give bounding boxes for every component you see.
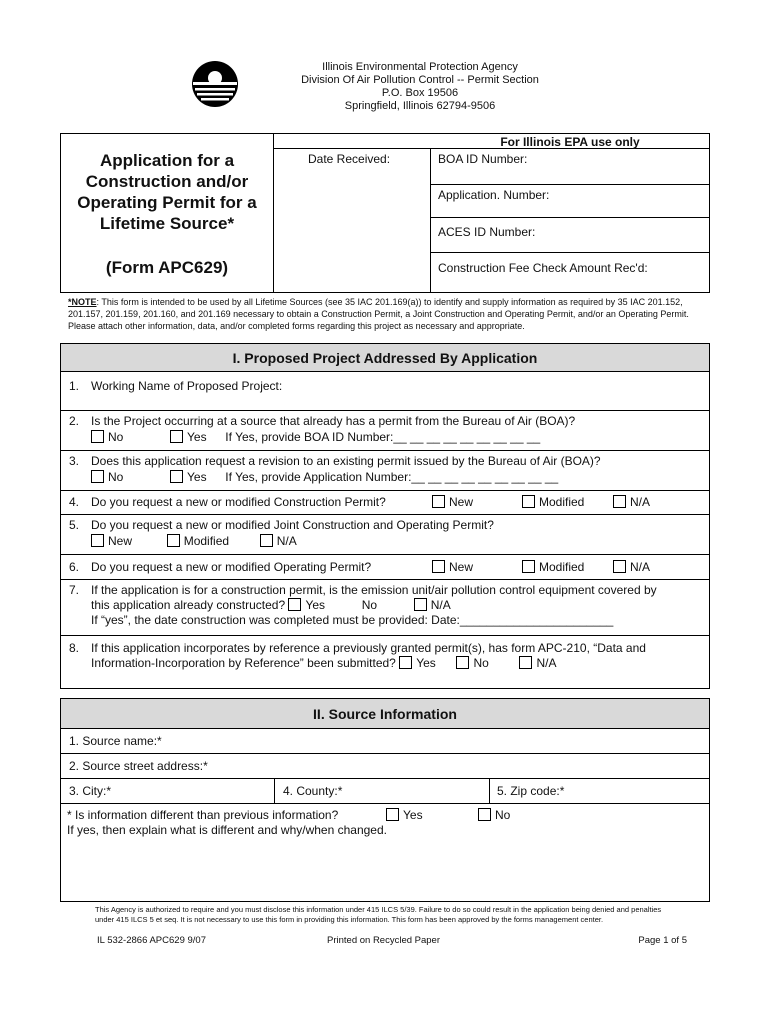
- q7-na-label: N/A: [430, 598, 451, 612]
- q2-no-checkbox[interactable]: [91, 430, 104, 443]
- q8-no-checkbox[interactable]: [456, 656, 469, 669]
- q-text: Working Name of Proposed Project:: [91, 379, 283, 393]
- page-number: Page 1 of 5: [638, 935, 687, 946]
- section-source-information: [60, 698, 710, 902]
- q5-modified-checkbox[interactable]: [167, 534, 180, 547]
- q2-yes-label: Yes: [187, 430, 207, 444]
- footer-disclaimer: This Agency is authorized to require and you must disclose this information under 415 ILCS 5/39. Failure to do so could result in the application being denied and penalties under 415 ILCS 5 et seq. It is not necessary to use this form in providing this information. This form has been approved by the forms management center.: [95, 905, 662, 924]
- q5-new-checkbox[interactable]: [91, 534, 104, 547]
- form-title: [62, 150, 272, 234]
- q-text: If this application incorporates by reference a previously granted permit(s), has form APC-210, “Data and: [91, 641, 646, 655]
- q7-yes-label: Yes: [305, 598, 326, 612]
- q6-modified-checkbox[interactable]: [522, 560, 535, 573]
- title-line: Application for a: [99, 151, 235, 170]
- section-2-heading: II. Source Information: [61, 699, 709, 729]
- zip-code-field[interactable]: 5. Zip code:*: [497, 784, 565, 798]
- q4-new-label: New: [449, 495, 474, 509]
- agency-header: [230, 61, 610, 113]
- question-5: [61, 515, 709, 555]
- q-number: 4.: [69, 495, 80, 509]
- source-address-field[interactable]: 2. Source street address:*: [69, 759, 208, 773]
- note-label: *NOTE: [68, 297, 97, 307]
- q8-no-label: No: [473, 656, 489, 670]
- q-number: 1.: [69, 379, 80, 393]
- q-text: Does this application request a revision to an existing permit issued by the Bureau of Air (BOA)?: [91, 454, 601, 468]
- q5-modified-label: Modified: [183, 534, 230, 548]
- q3-no-checkbox[interactable]: [91, 470, 104, 483]
- source-name-field[interactable]: 1. Source name:*: [69, 734, 162, 748]
- q-number: 5.: [69, 518, 80, 532]
- section-proposed-project: [60, 343, 710, 689]
- q8-yes-label: Yes: [416, 656, 436, 670]
- q-text: Information-Incorporation by Reference” been submitted?: [91, 656, 396, 670]
- question-8: [61, 636, 709, 689]
- q5-na-checkbox[interactable]: [260, 534, 273, 547]
- form-number: (Form APC629): [105, 258, 229, 277]
- q5-na-label: N/A: [276, 534, 297, 548]
- q2-yes-checkbox[interactable]: [170, 430, 183, 443]
- q7-date-blank[interactable]: If “yes”, the date construction was completed must be provided: Date:_______________________: [91, 613, 614, 627]
- info-changed-no-label: No: [495, 808, 511, 822]
- q8-na-label: N/A: [536, 656, 557, 670]
- q-text: Do you request a new or modified Operating Permit?: [91, 560, 372, 574]
- q6-modified-label: Modified: [539, 560, 585, 574]
- recycled-note: Printed on Recycled Paper: [327, 935, 441, 946]
- explain-changes-field[interactable]: If yes, then explain what is different and why/when changed.: [67, 823, 387, 837]
- title-line: Lifetime Source*: [99, 214, 235, 233]
- q-text: Do you request a new or modified Joint Construction and Operating Permit?: [91, 518, 494, 532]
- question-4: [61, 491, 709, 515]
- date-received-field[interactable]: Date Received:: [308, 152, 391, 166]
- q-text: this application already constructed?: [91, 598, 286, 612]
- city-address: Springfield, Illinois 62794-9506: [344, 100, 496, 112]
- question-1: [61, 372, 709, 411]
- q3-app-number-blank[interactable]: If Yes, provide Application Number:__ __ __ __ __ __ __ __ __: [225, 470, 559, 484]
- question-6: [61, 555, 709, 580]
- info-changed-yes-checkbox[interactable]: [386, 808, 399, 821]
- q6-new-checkbox[interactable]: [432, 560, 445, 573]
- boa-id-field[interactable]: BOA ID Number:: [438, 152, 528, 166]
- note-text: : This form is intended to be used by all Lifetime Sources (see 35 IAC 201.169(a)) to identify and supply information as required by 35 IAC 201.152, 201.157, 201.159, 201.160, and 201.169 necessary to obtain a Construction Permit, a Joint Construction and Operating Permit, and/or an Operating Permit. Please attach other information, data, and/or completed forms regarding this project as necessary and appropriate.: [68, 297, 689, 331]
- question-7: [61, 580, 709, 636]
- q-text: Do you request a new or modified Construction Permit?: [91, 495, 386, 509]
- info-changed-yes-label: Yes: [403, 808, 423, 822]
- q-number: 8.: [69, 641, 80, 655]
- q8-na-checkbox[interactable]: [519, 656, 532, 669]
- form-code: IL 532-2866 APC629 9/07: [97, 935, 206, 946]
- q4-modified-checkbox[interactable]: [522, 495, 535, 508]
- q4-na-checkbox[interactable]: [613, 495, 626, 508]
- title-line: Operating Permit for a: [77, 193, 257, 212]
- q-text: Is the Project occurring at a source that already has a permit from the Bureau of Air (BOA)?: [91, 414, 576, 428]
- q3-no-label: No: [108, 470, 124, 484]
- source-address-row: [61, 754, 709, 779]
- q6-na-label: N/A: [630, 560, 651, 574]
- q-number: 3.: [69, 454, 80, 468]
- agency-name: Illinois Environmental Protection Agency: [322, 61, 518, 73]
- q7-yes-checkbox[interactable]: [288, 598, 301, 611]
- city-county-zip-row: [61, 779, 709, 804]
- q-number: 2.: [69, 414, 80, 428]
- q3-yes-checkbox[interactable]: [170, 470, 183, 483]
- q-number: 6.: [69, 560, 80, 574]
- info-changed-no-checkbox[interactable]: [478, 808, 491, 821]
- q6-na-checkbox[interactable]: [613, 560, 626, 573]
- application-number-field[interactable]: Application. Number:: [438, 188, 550, 202]
- county-field[interactable]: 4. County:*: [283, 784, 343, 798]
- q4-new-checkbox[interactable]: [432, 495, 445, 508]
- source-name-row: [61, 729, 709, 754]
- q4-na-label: N/A: [630, 495, 651, 509]
- q-text: If the application is for a construction permit, is the emission unit/air pollution control equipment covered by: [91, 583, 657, 597]
- aces-id-field[interactable]: ACES ID Number:: [438, 225, 536, 239]
- title-line: Construction and/or: [85, 172, 249, 191]
- q6-new-label: New: [449, 560, 474, 574]
- form-note: [68, 296, 704, 332]
- q5-new-label: New: [108, 534, 133, 548]
- q2-no-label: No: [108, 430, 124, 444]
- info-changed-row: [61, 804, 709, 894]
- question-3: [61, 451, 709, 491]
- division-name: Division Of Air Pollution Control -- Permit Section: [301, 74, 539, 86]
- q2-boa-id-blank[interactable]: If Yes, provide BOA ID Number:__ __ __ __ __ __ __ __ __: [225, 430, 541, 444]
- construction-fee-field[interactable]: Construction Fee Check Amount Rec'd:: [438, 261, 648, 275]
- q7-no-label: No: [361, 598, 378, 612]
- po-box: P.O. Box 19506: [381, 87, 459, 99]
- q3-yes-label: Yes: [187, 470, 207, 484]
- question-2: [61, 411, 709, 451]
- q7-na-checkbox[interactable]: [414, 598, 427, 611]
- q8-yes-checkbox[interactable]: [399, 656, 412, 669]
- section-1-heading: I. Proposed Project Addressed By Application: [61, 344, 709, 372]
- city-field[interactable]: 3. City:*: [69, 784, 112, 798]
- q4-modified-label: Modified: [539, 495, 585, 509]
- epa-use-heading: For Illinois EPA use only: [500, 135, 640, 149]
- q-number: 7.: [69, 583, 80, 597]
- info-changed-question: * Is information different than previous information?: [67, 808, 339, 822]
